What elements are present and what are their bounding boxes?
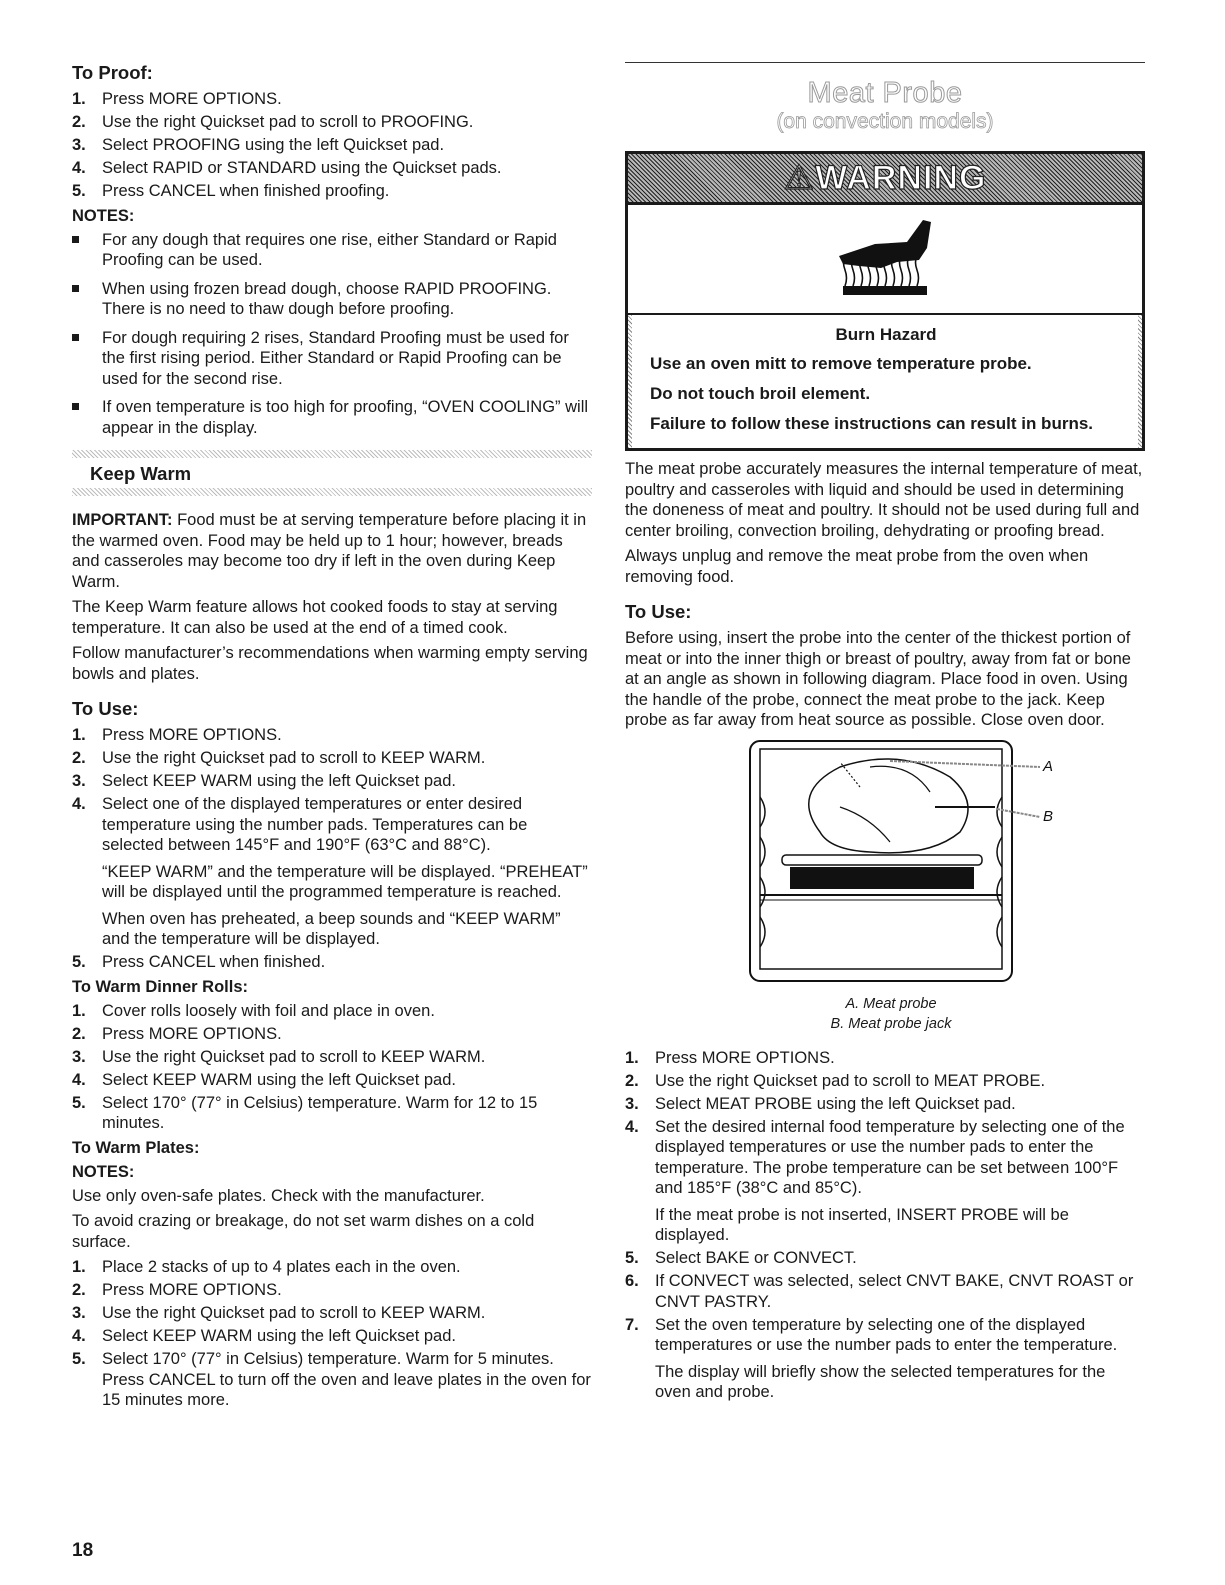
to-use-heading: To Use: <box>625 601 692 622</box>
step-subtext: When oven has preheated, a beep sounds and “KEEP WARM” and the temperature will be displayed. <box>102 909 561 948</box>
list-item: 1. Cover rolls loosely with foil and place in oven. <box>72 1001 435 1020</box>
step-subtext: If the meat probe is not inserted, INSERT PROBE will be displayed. <box>655 1205 1069 1244</box>
proof-notes <box>72 230 592 439</box>
meat-probe-paragraph: The meat probe accurately measures the internal temperature of meat, poultry and casseroles with liquid and should be used in determining the doneness of meat and poultry. It should not be used during full and center broiling, convection broiling, dehydrating or proofing bread. <box>625 460 1143 540</box>
hand-heat-icon <box>815 214 955 304</box>
warning-banner <box>628 154 1142 205</box>
list-item: 3. Select MEAT PROBE using the left Quickset pad. <box>625 1094 1016 1113</box>
list-item: For any dough that requires one rise, either Standard or Rapid Proofing can be used. <box>72 230 592 271</box>
warm-plates-steps <box>72 1257 592 1411</box>
list-item: 4. Set the desired internal food temperature by selecting one of the displayed temperatures or use the number pads to enter the temperature. The probe temperature can be set between 100°F and 185°F (38°C and 85°C). If the meat probe is not inserted, INSERT PROBE will be displayed. <box>625 1117 1145 1246</box>
to-proof-heading: To Proof: <box>72 62 153 83</box>
keep-warm-paragraph: Follow manufacturer’s recommendations when warming empty serving bowls and plates. <box>72 644 588 683</box>
warning-banner-text: ⚠WARNING <box>783 159 987 197</box>
list-item: For dough requiring 2 rises, Standard Proofing must be used for the first rising period. Either Standard or Rapid Proofing can be used for the second rise. <box>72 328 592 390</box>
step-subtext: “KEEP WARM” and the temperature will be displayed. “PREHEAT” will be displayed until the programmed temperature is reached. <box>102 862 588 901</box>
list-item: 4. Select KEEP WARM using the left Quickset pad. <box>72 1327 456 1345</box>
top-rule <box>625 62 1145 63</box>
list-item: 2. Use the right Quickset pad to scroll to KEEP WARM. <box>72 749 486 767</box>
warning-box <box>625 151 1145 451</box>
list-item: When using frozen bread dough, choose RAPID PROOFING. There is no need to thaw dough before proofing. <box>72 279 592 320</box>
warm-plates-heading: To Warm Plates: <box>72 1138 200 1157</box>
list-item: 3. Select PROOFING using the left Quickset pad. <box>72 136 445 154</box>
plates-note: Use only oven-safe plates. Check with the manufacturer. <box>72 1186 485 1205</box>
keep-warm-header <box>72 450 592 496</box>
meat-probe-paragraph: Always unplug and remove the meat probe from the oven when removing food. <box>625 547 1089 586</box>
hatch-rule <box>72 450 592 458</box>
keep-warm-steps <box>72 725 592 973</box>
list-item: 5. Press CANCEL when finished proofing. <box>72 182 390 200</box>
warm-rolls-heading: To Warm Dinner Rolls: <box>72 977 249 996</box>
list-item: 5. Select BAKE or CONVECT. <box>625 1249 857 1267</box>
keep-warm-title: Keep Warm <box>90 463 192 484</box>
diagram-caption-b: B. Meat probe jack <box>830 1015 952 1032</box>
hatch-rule <box>1138 315 1142 448</box>
bullet-icon <box>72 285 79 292</box>
list-item: 6. If CONVECT was selected, select CNVT BAKE, CNVT ROAST or CNVT PASTRY. <box>625 1272 1134 1311</box>
diagram-caption-a: A. Meat probe <box>845 995 937 1012</box>
list-item: 3. Use the right Quickset pad to scroll to KEEP WARM. <box>72 1304 486 1322</box>
list-item: 2. Use the right Quickset pad to scroll to PROOFING. <box>72 113 474 131</box>
hatch-rule <box>628 315 632 448</box>
warning-text <box>628 315 1142 448</box>
left-column <box>72 62 592 1415</box>
section-title: Meat Probe <box>807 77 963 109</box>
right-column <box>625 62 1145 1407</box>
oven-diagram-image <box>720 737 1054 987</box>
meat-probe-diagram <box>625 737 1145 992</box>
section-subtitle: (on convection models) <box>776 110 994 133</box>
warm-rolls-steps <box>72 1001 592 1134</box>
burn-hazard-title: Burn Hazard <box>835 325 937 344</box>
list-item: 2. Use the right Quickset pad to scroll to MEAT PROBE. <box>625 1071 1046 1090</box>
diagram-label-b: B <box>1043 807 1054 825</box>
list-item: 5. Press CANCEL when finished. <box>72 953 326 971</box>
warning-line: Failure to follow these instructions can result in burns. <box>650 414 1094 433</box>
list-item: 7. Set the oven temperature by selecting one of the displayed temperatures or use the number pads to enter the temperature. The display will briefly show the selected temperatures for the oven and probe. <box>625 1315 1145 1403</box>
meat-probe-steps <box>625 1048 1145 1403</box>
list-item: 1. Press MORE OPTIONS. <box>72 726 282 744</box>
list-item: 1. Press MORE OPTIONS. <box>625 1048 835 1067</box>
keep-warm-paragraph: The Keep Warm feature allows hot cooked foods to stay at serving temperature. It can also be used at the end of a timed cook. <box>72 598 558 637</box>
diagram-label-a: A <box>1043 757 1054 775</box>
list-item: 4. Select one of the displayed temperatures or enter desired temperature using the number pads. Temperatures can be selected between 145°F and 190°F (63°C and 88°C). “KEEP WARM” and the temperature will be displayed. “PREHEAT” will be displayed until the programmed temperature is reached. When oven has preheated, a beep sounds and “KEEP WARM” and the temperature will be displayed. <box>72 794 592 950</box>
to-use-paragraph: Before using, insert the probe into the center of the thickest portion of meat or into the inner thigh or breast of poultry, away from fat or bone at an angle as shown in following diagram. Place food in oven. Using the handle of the probe, connect the meat probe to the jack. Keep probe as far away from heat source as possible. Close oven door. <box>625 629 1131 729</box>
warning-line: Use an oven mitt to remove temperature probe. <box>650 354 1032 373</box>
list-item: 2. Press MORE OPTIONS. <box>72 1024 282 1043</box>
to-use-heading: To Use: <box>72 698 139 719</box>
list-item: 5. Select 170° (77° in Celsius) temperature. Warm for 5 minutes. Press CANCEL to turn off the oven and leave plates in the oven for 15 minutes more. <box>72 1350 591 1409</box>
bullet-icon <box>72 403 79 410</box>
page-number: 18 <box>72 1540 94 1561</box>
notes-label: NOTES: <box>72 206 135 225</box>
bullet-icon <box>72 334 79 341</box>
notes-label: NOTES: <box>72 1162 135 1181</box>
list-item: 3. Select KEEP WARM using the left Quickset pad. <box>72 772 456 790</box>
list-item: 4. Select KEEP WARM using the left Quickset pad. <box>72 1070 456 1089</box>
list-item: 2. Press MORE OPTIONS. <box>72 1281 282 1299</box>
burn-hazard-icon <box>628 205 1142 315</box>
list-item: 3. Use the right Quickset pad to scroll to KEEP WARM. <box>72 1047 486 1066</box>
plates-note: To avoid crazing or breakage, do not set warm dishes on a cold surface. <box>72 1212 535 1251</box>
hatch-rule <box>72 488 592 496</box>
list-item: 4. Select RAPID or STANDARD using the Quickset pads. <box>72 159 502 177</box>
proof-steps <box>72 89 592 202</box>
warning-line: Do not touch broil element. <box>650 384 871 403</box>
list-item: If oven temperature is too high for proofing, “OVEN COOLING” will appear in the display. <box>72 397 592 438</box>
list-item: 1. Place 2 stacks of up to 4 plates each in the oven. <box>72 1258 461 1276</box>
bullet-icon <box>72 236 79 243</box>
list-item: 1. Press MORE OPTIONS. <box>72 90 282 108</box>
step-subtext: The display will briefly show the selected temperatures for the oven and probe. <box>655 1362 1106 1401</box>
important-paragraph: IMPORTANT: Food must be at serving temperature before placing it in the warmed oven. Food may be held up to 1 hour; however, breads and casseroles may become too dry if left in the oven during Keep Warm. <box>72 511 587 591</box>
list-item: 5. Select 170° (77° in Celsius) temperature. Warm for 12 to 15 minutes. <box>72 1093 538 1132</box>
